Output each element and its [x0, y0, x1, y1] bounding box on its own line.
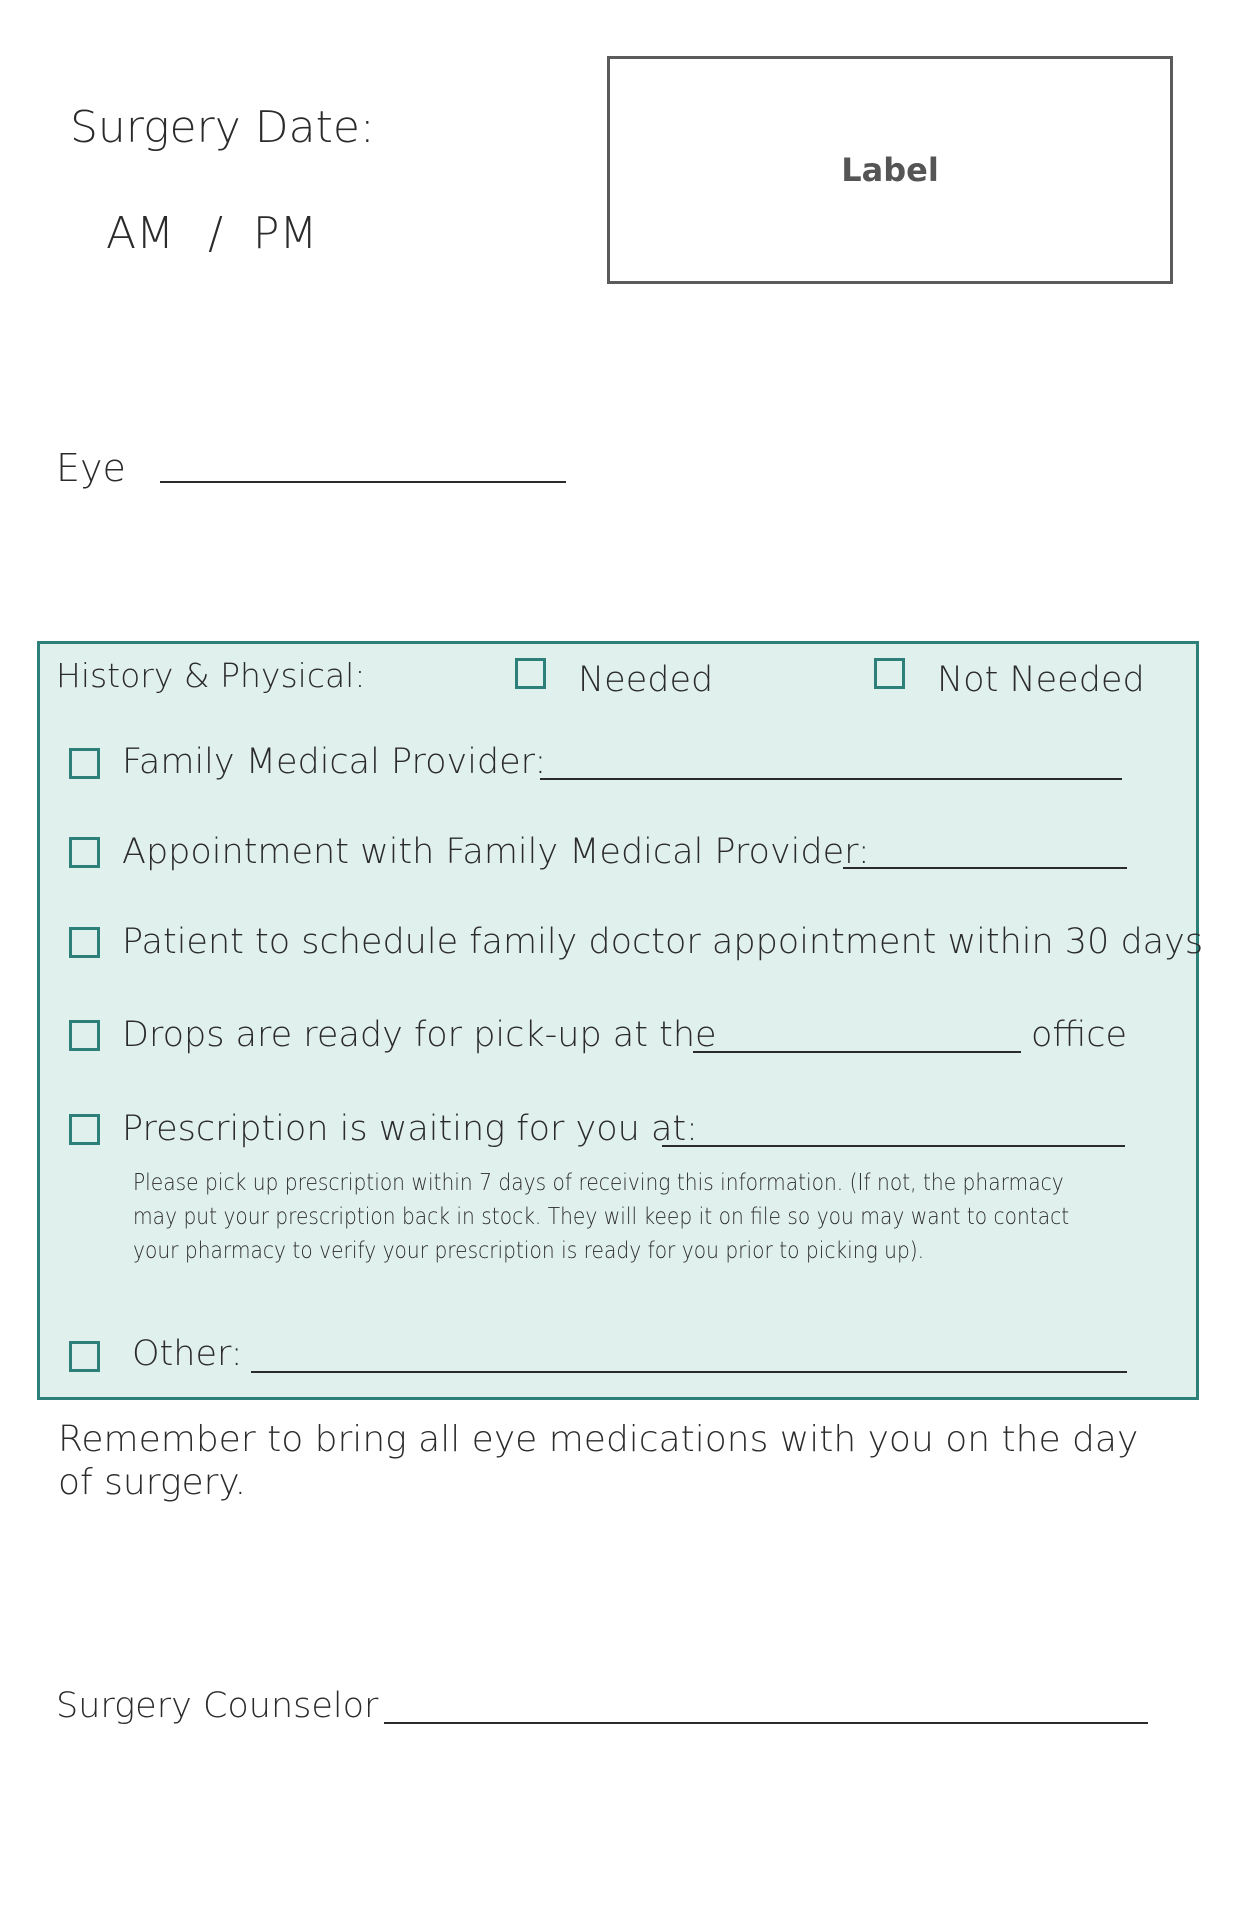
am-pm-separator: / [208, 208, 223, 259]
patient-label-box [607, 56, 1173, 284]
prescription-label: Prescription is waiting for you at: [122, 1109, 698, 1149]
drops-office-suffix: office [1031, 1015, 1128, 1055]
appointment-label: Appointment with Family Medical Provider: [122, 832, 870, 872]
surgery-counselor-field[interactable] [384, 1722, 1148, 1724]
prescription-note [133, 1165, 1070, 1267]
surgery-counselor-label: Surgery Counselor [56, 1686, 379, 1726]
label-box-text: Label [841, 151, 939, 189]
drops-ready-label: Drops are ready for pick-up at the [122, 1015, 717, 1055]
pm-option[interactable]: PM [252, 208, 318, 259]
prescription-note-line: may put your prescription back in stock. They will keep it on file so you may want to contact [133, 1202, 1070, 1230]
drops-office-field[interactable] [693, 1051, 1021, 1053]
am-option[interactable]: AM [106, 208, 175, 259]
family-medical-provider-label: Family Medical Provider: [122, 742, 547, 782]
schedule-appointment-label: Patient to schedule family doctor appointment within 30 days [122, 922, 1204, 962]
eye-label: Eye [56, 446, 126, 490]
needed-checkbox[interactable] [515, 658, 546, 689]
history-physical-label: History & Physical: [56, 656, 366, 695]
not-needed-label: Not Needed [937, 660, 1145, 700]
family-medical-provider-checkbox[interactable] [69, 748, 100, 779]
appointment-field[interactable] [843, 867, 1127, 869]
other-label: Other: [132, 1334, 243, 1374]
not-needed-checkbox[interactable] [874, 658, 905, 689]
am-pm-selector [106, 208, 317, 259]
prescription-location-field[interactable] [662, 1145, 1125, 1147]
other-checkbox[interactable] [69, 1341, 100, 1372]
medication-reminder: Remember to bring all eye medications with you on the day of surgery. [58, 1419, 1139, 1503]
drops-ready-checkbox[interactable] [69, 1020, 100, 1051]
schedule-appointment-checkbox[interactable] [69, 927, 100, 958]
appointment-checkbox[interactable] [69, 837, 100, 868]
prescription-checkbox[interactable] [69, 1114, 100, 1145]
eye-field[interactable] [160, 481, 566, 483]
prescription-note-line: your pharmacy to verify your prescription is ready for you prior to picking up). [133, 1236, 925, 1264]
other-field[interactable] [251, 1371, 1127, 1373]
prescription-note-line: Please pick up prescription within 7 days of receiving this information. (If not, the pharmacy [133, 1168, 1064, 1196]
surgery-date-label: Surgery Date: [70, 102, 375, 153]
needed-label: Needed [578, 660, 714, 700]
family-medical-provider-field[interactable] [540, 778, 1122, 780]
